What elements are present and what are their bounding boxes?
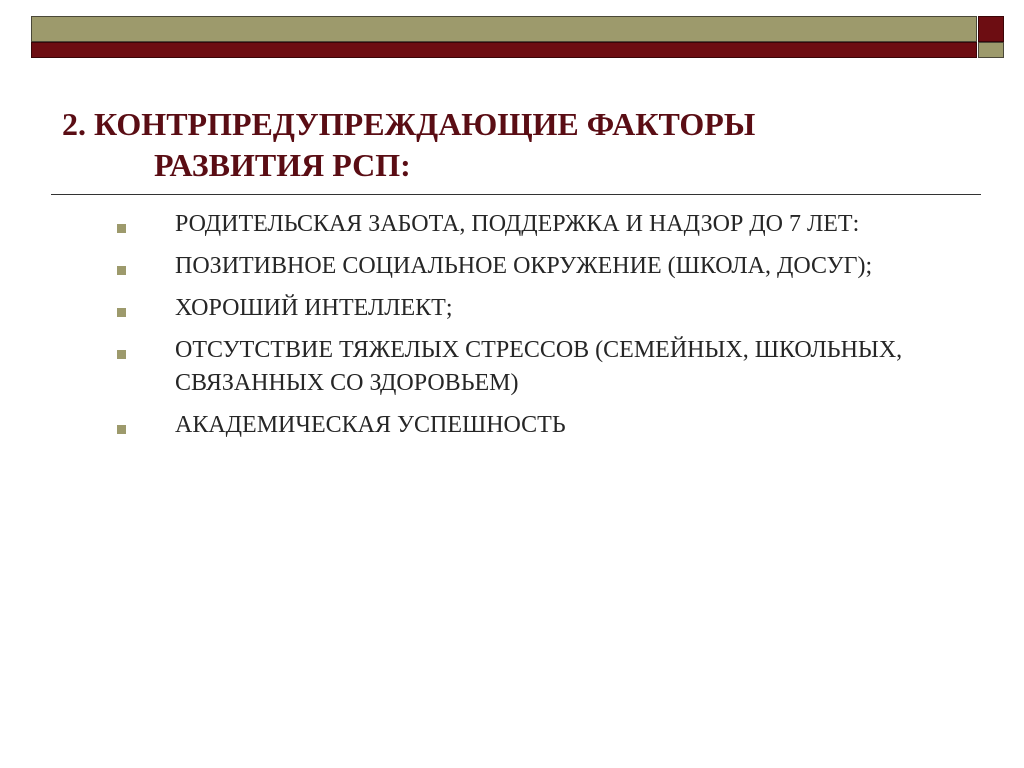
bullet-text: РОДИТЕЛЬСКАЯ ЗАБОТА, ПОДДЕРЖКА И НАДЗОР ДО 7 ЛЕТ: — [175, 211, 860, 237]
header-corner-olive-square — [978, 42, 1004, 58]
bullet-item — [113, 250, 913, 283]
bullet-item — [113, 208, 913, 241]
bullet-text: АКАДЕМИЧЕСКАЯ УСПЕШНОСТЬ — [175, 412, 566, 438]
header-banner-olive — [31, 16, 977, 42]
slide-title — [62, 104, 962, 186]
header-banner-maroon — [31, 42, 977, 58]
bullet-item — [113, 334, 913, 400]
square-bullet-icon — [117, 224, 126, 233]
square-bullet-icon — [117, 425, 126, 434]
bullet-text: ПОЗИТИВНОЕ СОЦИАЛЬНОЕ ОКРУЖЕНИЕ (ШКОЛА, ДОСУГ); — [175, 253, 873, 279]
square-bullet-icon — [117, 266, 126, 275]
square-bullet-icon — [117, 350, 126, 359]
bullet-text: ОТСУТСТВИЕ ТЯЖЕЛЫХ СТРЕССОВ (СЕМЕЙНЫХ, ШКОЛЬНЫХ, СВЯЗАННЫХ СО ЗДОРОВЬЕМ) — [175, 337, 903, 396]
square-bullet-icon — [117, 308, 126, 317]
bullet-list — [113, 208, 913, 451]
bullet-text: ХОРОШИЙ ИНТЕЛЛЕКТ; — [175, 295, 453, 321]
title-divider — [51, 194, 981, 195]
bullet-item — [113, 409, 913, 442]
bullet-item — [113, 292, 913, 325]
header-corner-maroon-square — [978, 16, 1004, 42]
slide-title-line-1: 2. КОНТРПРЕДУПРЕЖДАЮЩИЕ ФАКТОРЫ — [62, 106, 756, 142]
slide-title-line-2: РАЗВИТИЯ РСП: — [154, 147, 411, 183]
